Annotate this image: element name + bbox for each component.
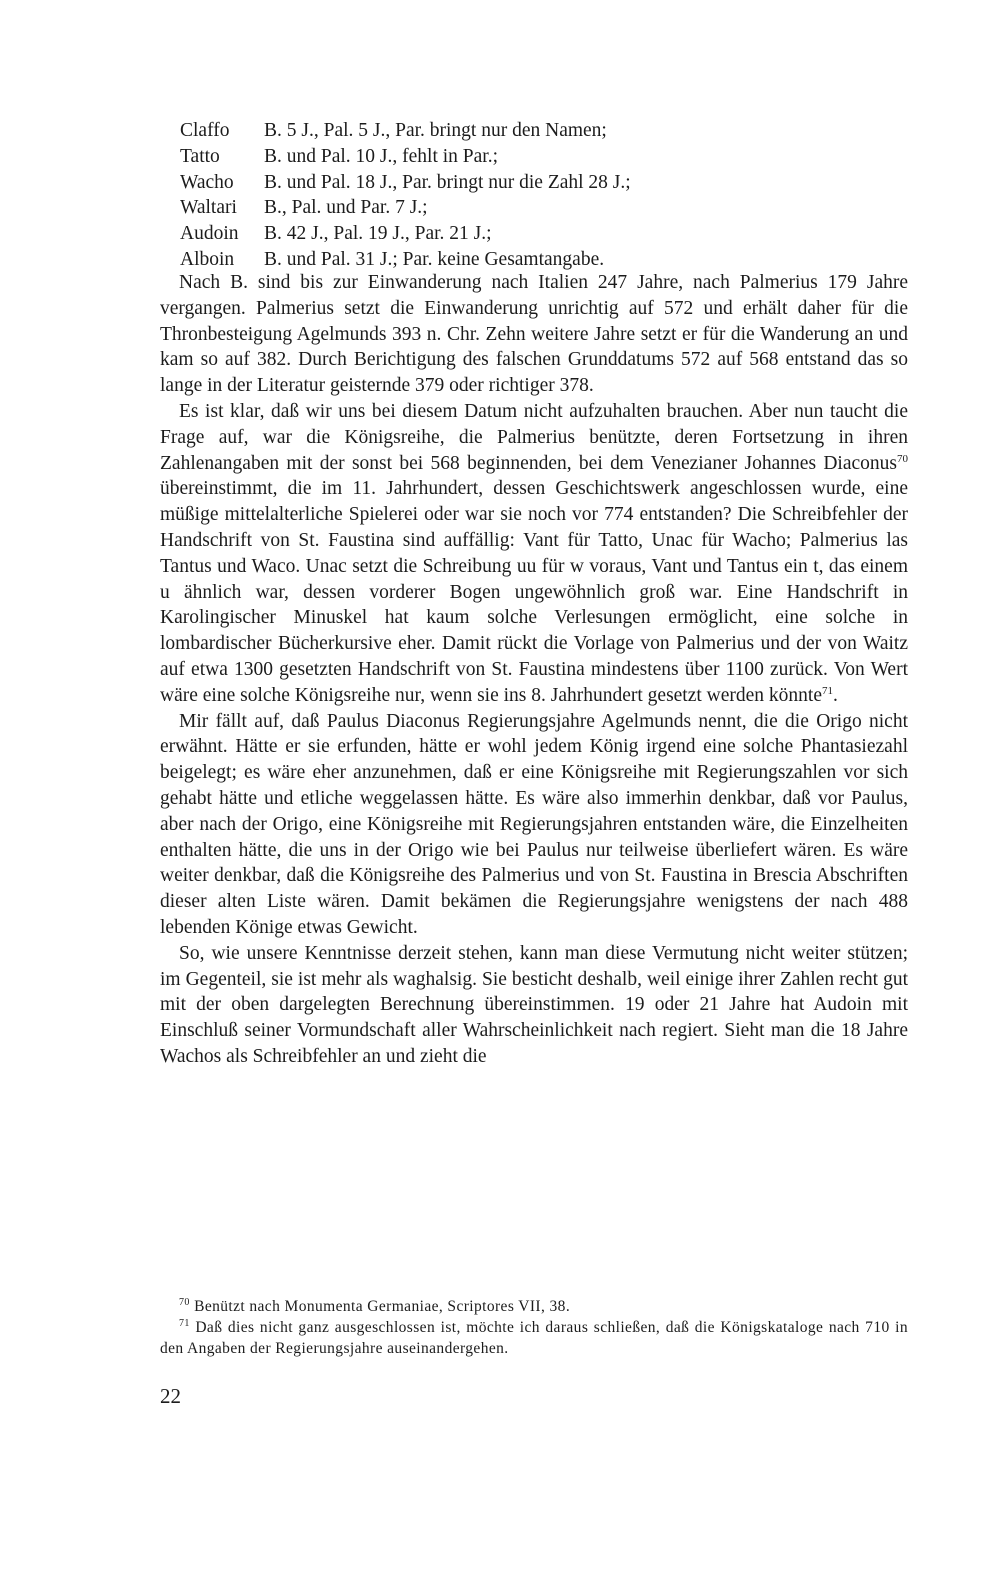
footnote-number: 70	[179, 1297, 190, 1308]
reign-row	[180, 144, 900, 170]
body-text	[160, 270, 908, 1070]
reign-info: B. 42 J., Pal. 19 J., Par. 21 J.;	[264, 223, 492, 245]
reign-info: B. und Pal. 18 J., Par. bringt nur die Zahl 28 J.;	[264, 171, 631, 193]
paragraph: Mir fällt auf, daß Paulus Diaconus Regierungsjahre Agelmunds nennt, die die Origo nicht erwähnt. Hätte er sie erfunden, hätte er wohl jedem König irgend eine solche Phantasiezahl beigelegt; es wäre eher anzunehmen, daß er eine Königsreihe mit Regierungszahlen vor sich gehabt hätte und etliche weggelassen hätte. Es wäre also immerhin denkbar, daß vor Paulus, aber nach der Origo, eine Königsreihe mit Regierungsjahren entstanden wäre, die Einzelheiten enthalten hätte, die uns in der Origo wie bei Paulus nur teilweise überliefert wären. Es wäre weiter denkbar, daß die Königsreihe des Palmerius und von St. Faustina in Brescia Abschriften dieser alten Liste wären. Damit bekämen die Regierungsjahre wenigstens der nach 488 lebenden Könige etwas Gewicht.	[160, 710, 908, 938]
paragraph-text: .	[833, 684, 838, 706]
king-name: Alboin	[180, 248, 235, 270]
footnote-text: Daß dies nicht ganz ausgeschlossen ist, möchte ich daraus schließen, daß die Königskataloge nach 710 in den Angaben der Regierungsjahre auseinandergehen.	[160, 1319, 908, 1357]
reign-info: B. und Pal. 10 J., fehlt in Par.;	[264, 145, 498, 167]
reign-row	[180, 221, 900, 247]
footnote-ref: 70	[897, 452, 908, 465]
page-number: 22	[160, 1384, 181, 1408]
king-name: Wacho	[180, 171, 234, 193]
reign-info: B., Pal. und Par. 7 J.;	[264, 197, 428, 219]
reign-info: B. 5 J., Pal. 5 J., Par. bringt nur den Namen;	[264, 120, 607, 141]
paragraph-text: übereinstimmt, die im 11. Jahrhundert, dessen Geschichtswerk angeschlossen wurde, eine müßige mittelalterliche Spielerei oder war sie noch vor 774 entstanden? Die Schreibfehler der Handschrift von St. Faustina sind auffällig: Vant für Tatto, Unac für Wacho; Palmerius las Tantus und Waco. Unac setzt die Schreibung uu für w voraus, Vant und Tantus ein t, das einem u ähnlich war, dessen vorderer Bogen ungewöhnlich groß war. Eine Handschrift in Karolingischer Minuskel hat kaum solche Verlesungen ermöglicht, eine solche in lombardischer Bücherkursive eher. Damit rückt die Vorlage von Palmerius und der von Waitz auf etwa 1300 gesetzten Handschrift von St. Faustina mindestens über 1100 zurück. Von Wert wäre eine solche Königsreihe nur, wenn sie ins 8. Jahrhundert gesetzt werden könnte	[160, 478, 908, 706]
footnote-ref: 71	[822, 684, 834, 697]
king-name: Audoin	[180, 223, 239, 245]
paragraph	[160, 399, 908, 709]
paragraph-text: Es ist klar, daß wir uns bei diesem Datum nicht aufzuhalten brauchen. Aber nun taucht die Frage auf, war die Königsreihe, die Palmerius benützte, deren Fortsetzung in ihren Zahlenangaben mit der sonst bei 568 beginnenden, bei dem Venezianer Johannes Diaconus	[160, 400, 908, 474]
footnotes	[160, 1296, 908, 1359]
reign-list	[180, 118, 900, 273]
footnote	[160, 1317, 908, 1359]
reign-info: B. und Pal. 31 J.; Par. keine Gesamtangabe.	[264, 248, 605, 270]
footnote-number: 71	[179, 1318, 190, 1329]
king-name: Claffo	[180, 120, 230, 141]
footnote-text: Benützt nach Monumenta Germaniae, Scriptores VII, 38.	[189, 1298, 571, 1315]
reign-row	[180, 118, 900, 144]
reign-row	[180, 170, 900, 196]
king-name: Waltari	[180, 197, 237, 219]
king-name: Tatto	[180, 145, 220, 167]
footnote	[160, 1296, 908, 1317]
paragraph: Nach B. sind bis zur Einwanderung nach Italien 247 Jahre, nach Palmerius 179 Jahre vergangen. Palmerius setzt die Einwanderung unrichtig auf 572 und erhält daher für die Thronbesteigung Agelmunds 393 n. Chr. Zehn weitere Jahre setzt er für die Wanderung an und kam so auf 382. Durch Berichtigung des falschen Grunddatums 572 auf 568 entstand das so lange in der Literatur geisternde 379 oder richtiger 378.	[160, 272, 908, 397]
reign-row	[180, 195, 900, 221]
reign-row	[180, 247, 900, 273]
paragraph: So, wie unsere Kenntnisse derzeit stehen, kann man diese Vermutung nicht weiter stützen; im Gegenteil, sie ist mehr als waghalsig. Sie besticht deshalb, weil einige ihrer Zahlen recht gut mit der oben dargelegten Berechnung übereinstimmen. 19 oder 21 Jahre hat Audoin mit Einschluß seiner Vormundschaft aller Wahrscheinlichkeit nach regiert. Sieht man die 18 Jahre Wachos als Schreibfehler an und zieht die	[160, 942, 908, 1067]
